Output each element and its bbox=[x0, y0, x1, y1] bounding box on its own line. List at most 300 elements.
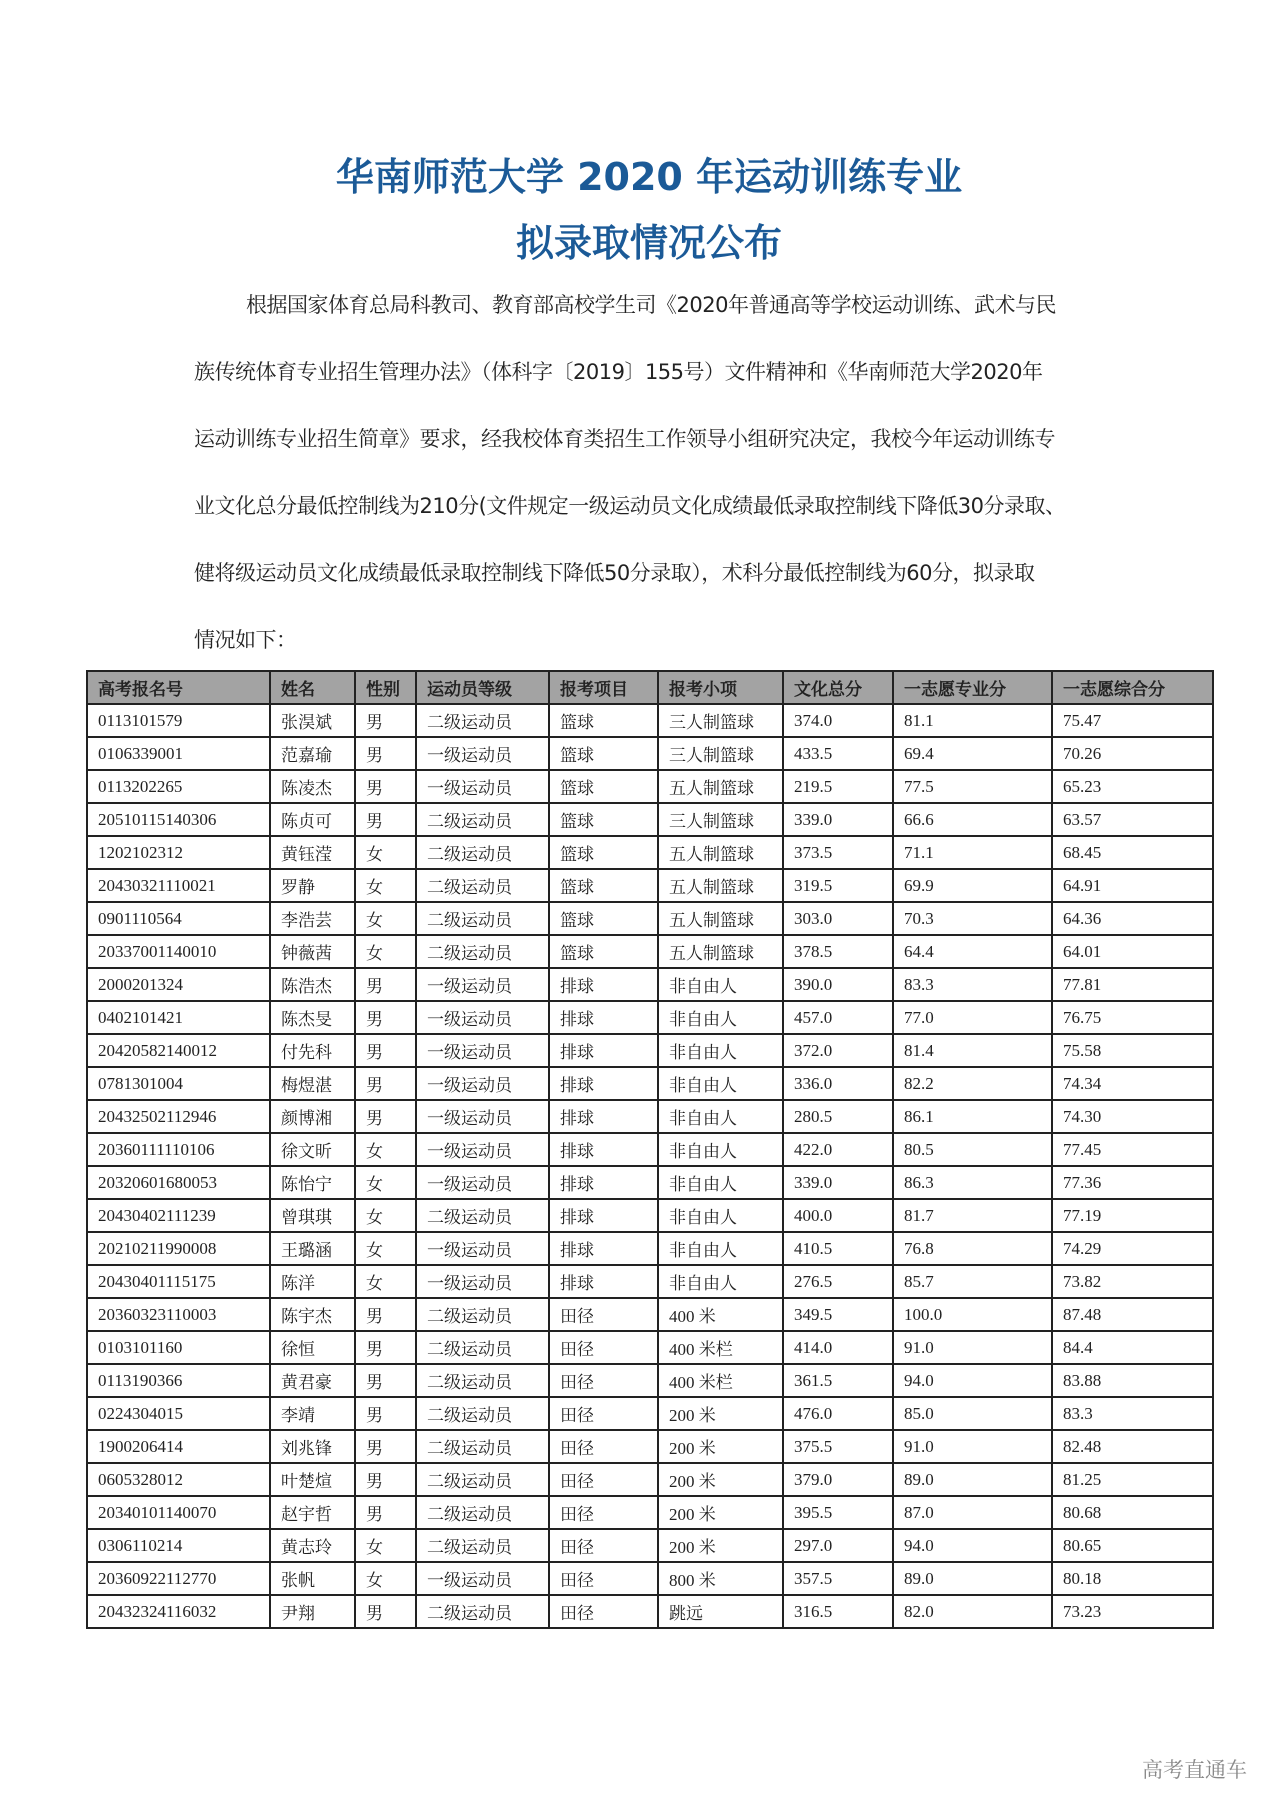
cell-athlete-level: 二级运动员 bbox=[416, 1364, 549, 1397]
cell-sport: 田径 bbox=[549, 1298, 658, 1331]
cell-major-score: 86.1 bbox=[893, 1100, 1052, 1133]
cell-sport: 篮球 bbox=[549, 869, 658, 902]
cell-event: 200 米 bbox=[658, 1463, 783, 1496]
cell-major-score: 81.1 bbox=[893, 704, 1052, 737]
cell-culture-score: 378.5 bbox=[783, 935, 893, 968]
cell-gender: 男 bbox=[355, 1001, 416, 1034]
cell-exam-id: 0113202265 bbox=[87, 770, 270, 803]
cell-culture-score: 379.0 bbox=[783, 1463, 893, 1496]
cell-athlete-level: 二级运动员 bbox=[416, 1463, 549, 1496]
cell-culture-score: 400.0 bbox=[783, 1199, 893, 1232]
cell-event: 200 米 bbox=[658, 1430, 783, 1463]
cell-exam-id: 20430321110021 bbox=[87, 869, 270, 902]
cell-exam-id: 0113190366 bbox=[87, 1364, 270, 1397]
cell-composite-score: 76.75 bbox=[1052, 1001, 1213, 1034]
cell-sport: 排球 bbox=[549, 1133, 658, 1166]
cell-composite-score: 64.36 bbox=[1052, 902, 1213, 935]
cell-culture-score: 339.0 bbox=[783, 803, 893, 836]
cell-athlete-level: 一级运动员 bbox=[416, 737, 549, 770]
cell-culture-score: 433.5 bbox=[783, 737, 893, 770]
cell-name: 范嘉瑜 bbox=[270, 737, 355, 770]
cell-major-score: 81.4 bbox=[893, 1034, 1052, 1067]
cell-composite-score: 73.23 bbox=[1052, 1595, 1213, 1628]
cell-event: 跳远 bbox=[658, 1595, 783, 1628]
table-row bbox=[87, 1232, 1213, 1265]
cell-composite-score: 77.81 bbox=[1052, 968, 1213, 1001]
cell-athlete-level: 一级运动员 bbox=[416, 1133, 549, 1166]
table-row bbox=[87, 836, 1213, 869]
cell-gender: 男 bbox=[355, 1364, 416, 1397]
cell-name: 刘兆锋 bbox=[270, 1430, 355, 1463]
cell-sport: 田径 bbox=[549, 1529, 658, 1562]
table-row bbox=[87, 1529, 1213, 1562]
cell-culture-score: 372.0 bbox=[783, 1034, 893, 1067]
cell-exam-id: 0781301004 bbox=[87, 1067, 270, 1100]
cell-athlete-level: 一级运动员 bbox=[416, 968, 549, 1001]
cell-sport: 篮球 bbox=[549, 704, 658, 737]
cell-athlete-level: 二级运动员 bbox=[416, 869, 549, 902]
cell-composite-score: 80.65 bbox=[1052, 1529, 1213, 1562]
cell-culture-score: 297.0 bbox=[783, 1529, 893, 1562]
cell-major-score: 89.0 bbox=[893, 1562, 1052, 1595]
table-row bbox=[87, 902, 1213, 935]
cell-event: 400 米 bbox=[658, 1298, 783, 1331]
cell-gender: 男 bbox=[355, 1463, 416, 1496]
cell-gender: 女 bbox=[355, 1232, 416, 1265]
cell-name: 赵宇哲 bbox=[270, 1496, 355, 1529]
table-row bbox=[87, 1463, 1213, 1496]
cell-name: 曾琪琪 bbox=[270, 1199, 355, 1232]
cell-athlete-level: 一级运动员 bbox=[416, 770, 549, 803]
cell-athlete-level: 二级运动员 bbox=[416, 1595, 549, 1628]
cell-culture-score: 280.5 bbox=[783, 1100, 893, 1133]
cell-event: 三人制篮球 bbox=[658, 803, 783, 836]
column-header-name: 姓名 bbox=[270, 671, 355, 704]
cell-major-score: 71.1 bbox=[893, 836, 1052, 869]
cell-athlete-level: 一级运动员 bbox=[416, 1001, 549, 1034]
cell-composite-score: 87.48 bbox=[1052, 1298, 1213, 1331]
cell-culture-score: 410.5 bbox=[783, 1232, 893, 1265]
paragraph-line: 根据国家体育总局科教司、教育部高校学生司《2020年普通高等学校运动训练、武术与民 bbox=[246, 293, 1056, 317]
cell-event: 200 米 bbox=[658, 1496, 783, 1529]
cell-culture-score: 319.5 bbox=[783, 869, 893, 902]
cell-gender: 女 bbox=[355, 869, 416, 902]
cell-culture-score: 303.0 bbox=[783, 902, 893, 935]
cell-composite-score: 77.19 bbox=[1052, 1199, 1213, 1232]
table-row bbox=[87, 737, 1213, 770]
cell-athlete-level: 二级运动员 bbox=[416, 1397, 549, 1430]
table-row bbox=[87, 1133, 1213, 1166]
paragraph-line: 族传统体育专业招生管理办法》（体科字〔2019〕155号）文件精神和《华南师范大学2020年 bbox=[194, 360, 1043, 384]
cell-composite-score: 80.68 bbox=[1052, 1496, 1213, 1529]
cell-gender: 男 bbox=[355, 1067, 416, 1100]
cell-gender: 女 bbox=[355, 1529, 416, 1562]
cell-name: 李浩芸 bbox=[270, 902, 355, 935]
table-row bbox=[87, 1496, 1213, 1529]
cell-gender: 女 bbox=[355, 1265, 416, 1298]
cell-exam-id: 2000201324 bbox=[87, 968, 270, 1001]
table-row bbox=[87, 1001, 1213, 1034]
cell-sport: 排球 bbox=[549, 968, 658, 1001]
cell-athlete-level: 一级运动员 bbox=[416, 1265, 549, 1298]
cell-sport: 排球 bbox=[549, 1232, 658, 1265]
table-row bbox=[87, 1067, 1213, 1100]
column-header-athlete-level: 运动员等级 bbox=[416, 671, 549, 704]
cell-gender: 女 bbox=[355, 1166, 416, 1199]
cell-culture-score: 374.0 bbox=[783, 704, 893, 737]
cell-culture-score: 457.0 bbox=[783, 1001, 893, 1034]
cell-event: 非自由人 bbox=[658, 1034, 783, 1067]
cell-composite-score: 74.29 bbox=[1052, 1232, 1213, 1265]
cell-sport: 篮球 bbox=[549, 770, 658, 803]
cell-name: 钟薇茜 bbox=[270, 935, 355, 968]
cell-composite-score: 81.25 bbox=[1052, 1463, 1213, 1496]
cell-gender: 男 bbox=[355, 770, 416, 803]
cell-culture-score: 476.0 bbox=[783, 1397, 893, 1430]
column-header-event: 报考小项 bbox=[658, 671, 783, 704]
cell-athlete-level: 二级运动员 bbox=[416, 902, 549, 935]
cell-culture-score: 357.5 bbox=[783, 1562, 893, 1595]
cell-gender: 女 bbox=[355, 1562, 416, 1595]
cell-sport: 篮球 bbox=[549, 803, 658, 836]
cell-name: 梅煜湛 bbox=[270, 1067, 355, 1100]
cell-event: 非自由人 bbox=[658, 1232, 783, 1265]
cell-name: 黄君豪 bbox=[270, 1364, 355, 1397]
table-row bbox=[87, 704, 1213, 737]
cell-sport: 篮球 bbox=[549, 836, 658, 869]
column-header-major-score: 一志愿专业分 bbox=[893, 671, 1052, 704]
cell-exam-id: 20320601680053 bbox=[87, 1166, 270, 1199]
cell-sport: 排球 bbox=[549, 1034, 658, 1067]
cell-athlete-level: 一级运动员 bbox=[416, 1166, 549, 1199]
cell-composite-score: 68.45 bbox=[1052, 836, 1213, 869]
cell-event: 非自由人 bbox=[658, 1067, 783, 1100]
cell-gender: 男 bbox=[355, 704, 416, 737]
cell-gender: 男 bbox=[355, 1034, 416, 1067]
cell-sport: 田径 bbox=[549, 1397, 658, 1430]
cell-name: 陈凌杰 bbox=[270, 770, 355, 803]
cell-sport: 排球 bbox=[549, 1265, 658, 1298]
cell-exam-id: 20337001140010 bbox=[87, 935, 270, 968]
cell-name: 张淏斌 bbox=[270, 704, 355, 737]
cell-name: 陈洋 bbox=[270, 1265, 355, 1298]
cell-name: 黄志玲 bbox=[270, 1529, 355, 1562]
paragraph-line: 健将级运动员文化成绩最低录取控制线下降低50分录取），术科分最低控制线为60分，拟录取 bbox=[194, 561, 1035, 585]
cell-composite-score: 80.18 bbox=[1052, 1562, 1213, 1595]
cell-culture-score: 339.0 bbox=[783, 1166, 893, 1199]
column-header-composite-score: 一志愿综合分 bbox=[1052, 671, 1213, 704]
cell-athlete-level: 二级运动员 bbox=[416, 1298, 549, 1331]
cell-major-score: 85.7 bbox=[893, 1265, 1052, 1298]
cell-major-score: 69.9 bbox=[893, 869, 1052, 902]
cell-composite-score: 64.01 bbox=[1052, 935, 1213, 968]
cell-exam-id: 0605328012 bbox=[87, 1463, 270, 1496]
cell-major-score: 70.3 bbox=[893, 902, 1052, 935]
cell-name: 罗静 bbox=[270, 869, 355, 902]
cell-event: 五人制篮球 bbox=[658, 869, 783, 902]
cell-major-score: 76.8 bbox=[893, 1232, 1052, 1265]
column-header-culture-score: 文化总分 bbox=[783, 671, 893, 704]
cell-sport: 排球 bbox=[549, 1166, 658, 1199]
document-title-line1: 华南师范大学 2020 年运动训练专业 bbox=[335, 155, 963, 199]
cell-athlete-level: 二级运动员 bbox=[416, 1430, 549, 1463]
cell-major-score: 100.0 bbox=[893, 1298, 1052, 1331]
column-header-sport: 报考项目 bbox=[549, 671, 658, 704]
cell-major-score: 77.0 bbox=[893, 1001, 1052, 1034]
cell-name: 张帆 bbox=[270, 1562, 355, 1595]
cell-event: 800 米 bbox=[658, 1562, 783, 1595]
cell-name: 付先科 bbox=[270, 1034, 355, 1067]
cell-athlete-level: 一级运动员 bbox=[416, 1067, 549, 1100]
table-row bbox=[87, 1397, 1213, 1430]
cell-culture-score: 414.0 bbox=[783, 1331, 893, 1364]
cell-gender: 男 bbox=[355, 1298, 416, 1331]
cell-athlete-level: 二级运动员 bbox=[416, 803, 549, 836]
cell-exam-id: 0103101160 bbox=[87, 1331, 270, 1364]
cell-name: 徐恒 bbox=[270, 1331, 355, 1364]
cell-composite-score: 77.45 bbox=[1052, 1133, 1213, 1166]
table-row bbox=[87, 1265, 1213, 1298]
cell-sport: 篮球 bbox=[549, 902, 658, 935]
cell-composite-score: 74.30 bbox=[1052, 1100, 1213, 1133]
cell-name: 黄钰滢 bbox=[270, 836, 355, 869]
cell-exam-id: 0901110564 bbox=[87, 902, 270, 935]
table-row bbox=[87, 935, 1213, 968]
cell-major-score: 81.7 bbox=[893, 1199, 1052, 1232]
cell-culture-score: 336.0 bbox=[783, 1067, 893, 1100]
cell-athlete-level: 二级运动员 bbox=[416, 836, 549, 869]
cell-exam-id: 20420582140012 bbox=[87, 1034, 270, 1067]
cell-gender: 男 bbox=[355, 737, 416, 770]
cell-gender: 女 bbox=[355, 902, 416, 935]
table-row bbox=[87, 1562, 1213, 1595]
cell-sport: 田径 bbox=[549, 1430, 658, 1463]
cell-exam-id: 20210211990008 bbox=[87, 1232, 270, 1265]
cell-composite-score: 73.82 bbox=[1052, 1265, 1213, 1298]
cell-gender: 男 bbox=[355, 803, 416, 836]
table-row bbox=[87, 1199, 1213, 1232]
cell-exam-id: 0113101579 bbox=[87, 704, 270, 737]
column-header-exam-id: 高考报名号 bbox=[87, 671, 270, 704]
cell-event: 非自由人 bbox=[658, 968, 783, 1001]
table-row bbox=[87, 1298, 1213, 1331]
table-row bbox=[87, 1034, 1213, 1067]
cell-culture-score: 276.5 bbox=[783, 1265, 893, 1298]
cell-sport: 排球 bbox=[549, 1001, 658, 1034]
cell-culture-score: 349.5 bbox=[783, 1298, 893, 1331]
cell-gender: 男 bbox=[355, 1430, 416, 1463]
cell-event: 非自由人 bbox=[658, 1100, 783, 1133]
cell-composite-score: 75.47 bbox=[1052, 704, 1213, 737]
cell-exam-id: 20430402111239 bbox=[87, 1199, 270, 1232]
cell-composite-score: 64.91 bbox=[1052, 869, 1213, 902]
cell-culture-score: 361.5 bbox=[783, 1364, 893, 1397]
cell-name: 尹翔 bbox=[270, 1595, 355, 1628]
cell-major-score: 94.0 bbox=[893, 1364, 1052, 1397]
cell-name: 徐文昕 bbox=[270, 1133, 355, 1166]
cell-gender: 男 bbox=[355, 968, 416, 1001]
cell-composite-score: 75.58 bbox=[1052, 1034, 1213, 1067]
cell-major-score: 69.4 bbox=[893, 737, 1052, 770]
cell-athlete-level: 一级运动员 bbox=[416, 1232, 549, 1265]
cell-name: 陈浩杰 bbox=[270, 968, 355, 1001]
cell-exam-id: 20510115140306 bbox=[87, 803, 270, 836]
cell-athlete-level: 一级运动员 bbox=[416, 1100, 549, 1133]
cell-name: 陈贞可 bbox=[270, 803, 355, 836]
table-row bbox=[87, 968, 1213, 1001]
cell-athlete-level: 二级运动员 bbox=[416, 1496, 549, 1529]
cell-gender: 男 bbox=[355, 1397, 416, 1430]
table-row bbox=[87, 770, 1213, 803]
cell-culture-score: 395.5 bbox=[783, 1496, 893, 1529]
table-row bbox=[87, 1166, 1213, 1199]
cell-name: 叶楚煊 bbox=[270, 1463, 355, 1496]
cell-exam-id: 20430401115175 bbox=[87, 1265, 270, 1298]
cell-major-score: 66.6 bbox=[893, 803, 1052, 836]
cell-event: 非自由人 bbox=[658, 1265, 783, 1298]
table-row bbox=[87, 1100, 1213, 1133]
cell-gender: 男 bbox=[355, 1331, 416, 1364]
cell-major-score: 91.0 bbox=[893, 1430, 1052, 1463]
cell-composite-score: 77.36 bbox=[1052, 1166, 1213, 1199]
table-row bbox=[87, 1430, 1213, 1463]
cell-major-score: 89.0 bbox=[893, 1463, 1052, 1496]
cell-exam-id: 20360111110106 bbox=[87, 1133, 270, 1166]
cell-athlete-level: 二级运动员 bbox=[416, 935, 549, 968]
cell-exam-id: 20360323110003 bbox=[87, 1298, 270, 1331]
cell-event: 200 米 bbox=[658, 1529, 783, 1562]
cell-gender: 女 bbox=[355, 836, 416, 869]
cell-event: 400 米栏 bbox=[658, 1364, 783, 1397]
cell-culture-score: 390.0 bbox=[783, 968, 893, 1001]
cell-event: 400 米栏 bbox=[658, 1331, 783, 1364]
cell-major-score: 82.2 bbox=[893, 1067, 1052, 1100]
cell-event: 非自由人 bbox=[658, 1133, 783, 1166]
cell-gender: 男 bbox=[355, 1496, 416, 1529]
cell-culture-score: 219.5 bbox=[783, 770, 893, 803]
cell-event: 200 米 bbox=[658, 1397, 783, 1430]
cell-gender: 男 bbox=[355, 1100, 416, 1133]
table-row bbox=[87, 1595, 1213, 1628]
cell-event: 三人制篮球 bbox=[658, 704, 783, 737]
cell-exam-id: 0402101421 bbox=[87, 1001, 270, 1034]
cell-athlete-level: 一级运动员 bbox=[416, 1034, 549, 1067]
cell-major-score: 87.0 bbox=[893, 1496, 1052, 1529]
cell-event: 五人制篮球 bbox=[658, 935, 783, 968]
cell-gender: 男 bbox=[355, 1595, 416, 1628]
cell-major-score: 64.4 bbox=[893, 935, 1052, 968]
cell-exam-id: 0224304015 bbox=[87, 1397, 270, 1430]
table-row bbox=[87, 803, 1213, 836]
cell-culture-score: 373.5 bbox=[783, 836, 893, 869]
cell-composite-score: 82.48 bbox=[1052, 1430, 1213, 1463]
cell-major-score: 82.0 bbox=[893, 1595, 1052, 1628]
cell-major-score: 80.5 bbox=[893, 1133, 1052, 1166]
cell-sport: 排球 bbox=[549, 1100, 658, 1133]
cell-major-score: 91.0 bbox=[893, 1331, 1052, 1364]
cell-sport: 田径 bbox=[549, 1364, 658, 1397]
table-row bbox=[87, 869, 1213, 902]
cell-sport: 篮球 bbox=[549, 737, 658, 770]
cell-exam-id: 20432502112946 bbox=[87, 1100, 270, 1133]
cell-composite-score: 70.26 bbox=[1052, 737, 1213, 770]
cell-sport: 排球 bbox=[549, 1067, 658, 1100]
cell-event: 三人制篮球 bbox=[658, 737, 783, 770]
cell-major-score: 77.5 bbox=[893, 770, 1052, 803]
cell-exam-id: 20360922112770 bbox=[87, 1562, 270, 1595]
paragraph-line: 情况如下： bbox=[194, 628, 297, 652]
cell-athlete-level: 二级运动员 bbox=[416, 1199, 549, 1232]
cell-name: 陈杰旻 bbox=[270, 1001, 355, 1034]
cell-name: 陈怡宁 bbox=[270, 1166, 355, 1199]
cell-athlete-level: 二级运动员 bbox=[416, 1529, 549, 1562]
cell-composite-score: 74.34 bbox=[1052, 1067, 1213, 1100]
cell-exam-id: 1202102312 bbox=[87, 836, 270, 869]
cell-sport: 田径 bbox=[549, 1595, 658, 1628]
cell-athlete-level: 一级运动员 bbox=[416, 1562, 549, 1595]
cell-exam-id: 20340101140070 bbox=[87, 1496, 270, 1529]
cell-exam-id: 0306110214 bbox=[87, 1529, 270, 1562]
cell-event: 五人制篮球 bbox=[658, 770, 783, 803]
cell-gender: 女 bbox=[355, 1133, 416, 1166]
cell-composite-score: 83.3 bbox=[1052, 1397, 1213, 1430]
cell-composite-score: 65.23 bbox=[1052, 770, 1213, 803]
cell-sport: 排球 bbox=[549, 1199, 658, 1232]
paragraph-line: 业文化总分最低控制线为210分(文件规定一级运动员文化成绩最低录取控制线下降低30分录取、 bbox=[194, 494, 1066, 518]
cell-culture-score: 375.5 bbox=[783, 1430, 893, 1463]
cell-major-score: 83.3 bbox=[893, 968, 1052, 1001]
paragraph-line: 运动训练专业招生简章》要求，经我校体育类招生工作领导小组研究决定，我校今年运动训练专 bbox=[194, 427, 1055, 451]
cell-composite-score: 84.4 bbox=[1052, 1331, 1213, 1364]
cell-name: 李靖 bbox=[270, 1397, 355, 1430]
cell-sport: 田径 bbox=[549, 1562, 658, 1595]
cell-name: 王璐涵 bbox=[270, 1232, 355, 1265]
table-row bbox=[87, 1364, 1213, 1397]
cell-event: 非自由人 bbox=[658, 1199, 783, 1232]
cell-event: 五人制篮球 bbox=[658, 902, 783, 935]
column-header-gender: 性别 bbox=[355, 671, 416, 704]
cell-exam-id: 1900206414 bbox=[87, 1430, 270, 1463]
cell-name: 颜博湘 bbox=[270, 1100, 355, 1133]
admission-table bbox=[86, 670, 1214, 1629]
cell-sport: 田径 bbox=[549, 1463, 658, 1496]
cell-sport: 田径 bbox=[549, 1331, 658, 1364]
cell-culture-score: 316.5 bbox=[783, 1595, 893, 1628]
cell-exam-id: 20432324116032 bbox=[87, 1595, 270, 1628]
cell-exam-id: 0106339001 bbox=[87, 737, 270, 770]
cell-event: 五人制篮球 bbox=[658, 836, 783, 869]
cell-composite-score: 83.88 bbox=[1052, 1364, 1213, 1397]
cell-major-score: 85.0 bbox=[893, 1397, 1052, 1430]
cell-culture-score: 422.0 bbox=[783, 1133, 893, 1166]
cell-composite-score: 63.57 bbox=[1052, 803, 1213, 836]
cell-event: 非自由人 bbox=[658, 1001, 783, 1034]
cell-sport: 篮球 bbox=[549, 935, 658, 968]
table-row bbox=[87, 1331, 1213, 1364]
table-header-row bbox=[87, 671, 1213, 704]
cell-name: 陈宇杰 bbox=[270, 1298, 355, 1331]
cell-major-score: 94.0 bbox=[893, 1529, 1052, 1562]
cell-event: 非自由人 bbox=[658, 1166, 783, 1199]
cell-athlete-level: 二级运动员 bbox=[416, 704, 549, 737]
cell-major-score: 86.3 bbox=[893, 1166, 1052, 1199]
document-title-line2: 拟录取情况公布 bbox=[515, 221, 782, 265]
cell-gender: 女 bbox=[355, 935, 416, 968]
cell-athlete-level: 二级运动员 bbox=[416, 1331, 549, 1364]
cell-gender: 女 bbox=[355, 1199, 416, 1232]
watermark: 高考直通车 bbox=[1142, 1758, 1247, 1782]
cell-sport: 田径 bbox=[549, 1496, 658, 1529]
